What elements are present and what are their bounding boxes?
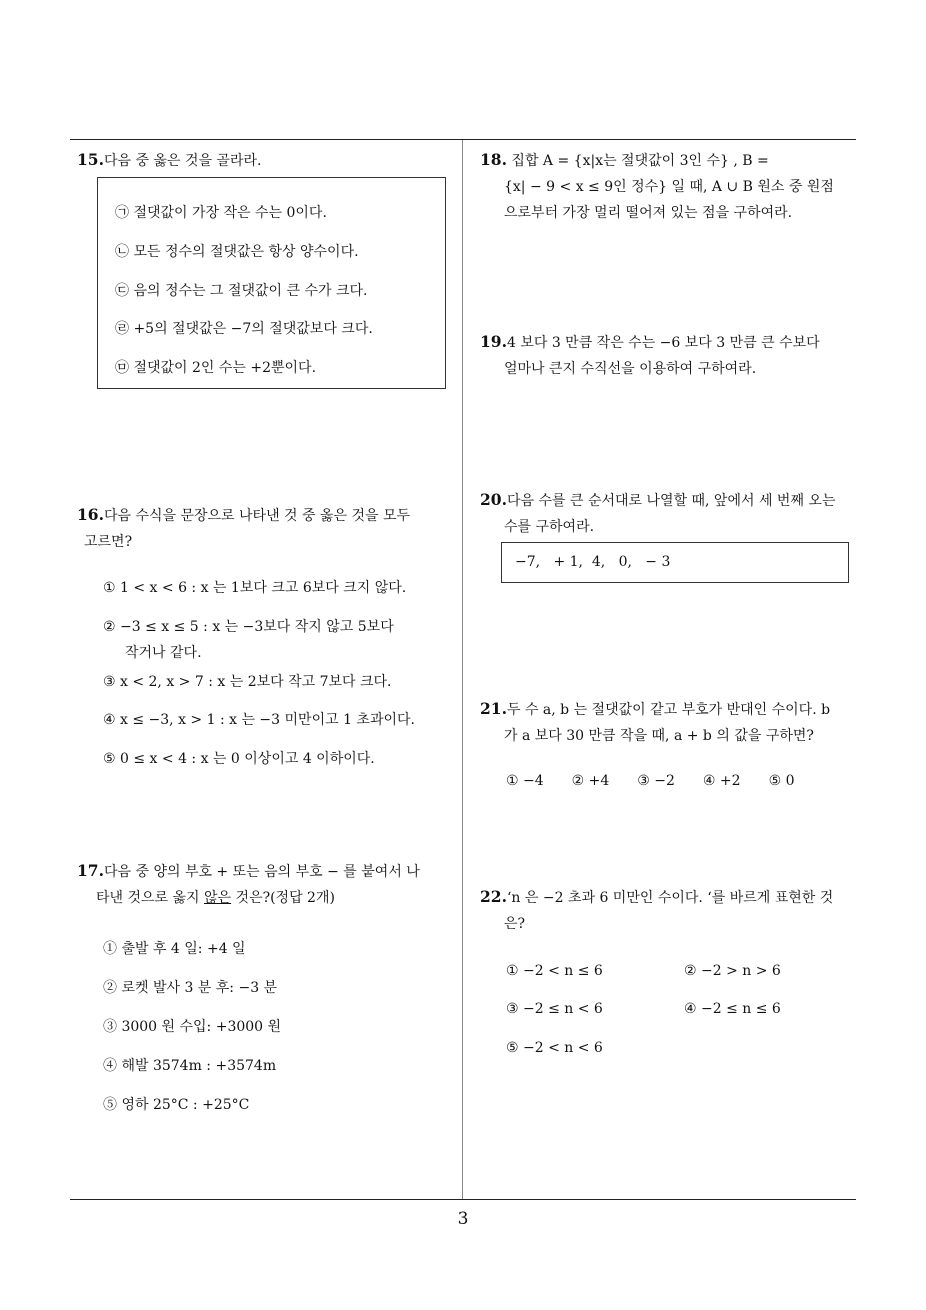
question-number: 21. <box>480 699 507 718</box>
question-17 <box>77 858 462 911</box>
answer-option-3[interactable]: ③ −2 <box>637 773 675 789</box>
page-number: 3 <box>457 1209 469 1229</box>
emphasis-underline: 않은 <box>204 890 232 906</box>
question-number: 22. <box>480 887 507 906</box>
question-text-cont: 타낸 것으로 옳지 <box>96 890 205 906</box>
answer-option-5[interactable]: ⑤ −2 < n < 6 <box>506 1040 603 1056</box>
answer-option-2[interactable]: ② +4 <box>571 773 610 789</box>
statement-item: ㉤ 절댓값이 2인 수는 +2뿐이다. <box>115 360 317 376</box>
top-rule <box>70 139 856 140</box>
question-15 <box>77 147 457 174</box>
answer-option-2-cont: 작거나 같다. <box>125 645 202 661</box>
answer-option-4[interactable]: ④ 해발 3574m : +3574m <box>103 1058 277 1074</box>
question-number: 20. <box>480 490 507 509</box>
question-19 <box>480 329 860 382</box>
answer-option-2[interactable]: ② −3 ≤ x ≤ 5 : x 는 −3보다 작지 않고 5보다 <box>103 619 394 635</box>
question-20 <box>480 487 860 540</box>
column-divider <box>462 140 463 1200</box>
question-number: 15. <box>77 150 104 169</box>
question-number: 16. <box>77 505 104 524</box>
numbers-list: −7, + 1, 4, 0, − 3 <box>515 554 671 570</box>
answer-options <box>506 773 822 789</box>
statement-item: ㉣ +5의 절댓값은 −7의 절댓값보다 크다. <box>115 321 373 337</box>
question-text: ‘n 은 −2 초과 6 미만인 수이다. ‘를 바르게 표현한 것 <box>506 890 834 906</box>
question-text-cont: 고르면? <box>84 534 133 550</box>
question-number: 18. <box>480 150 507 169</box>
statement-item: ㉡ 모든 정수의 절댓값은 항상 양수이다. <box>115 244 359 260</box>
question-text-cont: 얼마나 큰지 수직선을 이용하여 구하여라. <box>504 361 757 377</box>
question-number: 17. <box>77 861 104 880</box>
answer-option-2[interactable]: ② 로켓 발사 3 분 후: −3 분 <box>103 980 278 996</box>
answer-option-1[interactable]: ① −2 < n ≤ 6 <box>506 963 603 979</box>
question-text-cont: 으로부터 가장 멀리 떨어져 있는 점을 구하여라. <box>504 205 793 221</box>
question-text: 4 보다 3 만큼 작은 수는 −6 보다 3 만큼 큰 수보다 <box>506 335 820 351</box>
answer-option-5[interactable]: ⑤ 0 <box>768 773 795 789</box>
question-text-cont: 은? <box>504 916 526 932</box>
answer-option-4[interactable]: ④ −2 ≤ n ≤ 6 <box>684 1001 781 1017</box>
question-text: 다음 중 옳은 것을 골라라. <box>103 153 262 169</box>
answer-option-2[interactable]: ② −2 > n > 6 <box>684 963 781 979</box>
question-text-cont: 것은?(정답 2개) <box>231 890 335 906</box>
answer-option-3[interactable]: ③ x < 2, x > 7 : x 는 2보다 작고 7보다 크다. <box>103 674 392 690</box>
answer-option-1[interactable]: ① −4 <box>506 773 544 789</box>
question-22 <box>480 884 860 937</box>
answer-option-1[interactable]: ① 1 < x < 6 : x 는 1보다 크고 6보다 크지 않다. <box>103 580 407 596</box>
answer-option-1[interactable]: ① 출발 후 4 일: +4 일 <box>103 941 246 957</box>
answer-option-3[interactable]: ③ 3000 원 수입: +3000 원 <box>103 1019 282 1035</box>
answer-option-4[interactable]: ④ +2 <box>702 773 741 789</box>
question-text: 다음 수식을 문장으로 나타낸 것 중 옳은 것을 모두 <box>103 508 411 524</box>
question-21 <box>480 696 860 749</box>
question-text: 다음 수를 큰 순서대로 나열할 때, 앞에서 세 번째 오는 <box>506 493 836 509</box>
answer-option-4[interactable]: ④ x ≤ −3, x > 1 : x 는 −3 미만이고 1 초과이다. <box>103 712 415 728</box>
statement-item: ㉢ 음의 정수는 그 절댓값이 큰 수가 크다. <box>115 283 368 299</box>
question-text: 다음 중 양의 부호 + 또는 음의 부호 − 를 붙여서 나 <box>103 864 420 880</box>
question-text-cont: 수를 구하여라. <box>504 519 595 535</box>
answer-option-5[interactable]: ⑤ 영하 25°C : +25°C <box>103 1097 250 1113</box>
question-number: 19. <box>480 332 507 351</box>
statement-item: ㉠ 절댓값이 가장 작은 수는 0이다. <box>115 205 327 221</box>
bottom-rule <box>70 1199 856 1200</box>
question-16 <box>77 502 462 555</box>
answer-option-5[interactable]: ⑤ 0 ≤ x < 4 : x 는 0 이상이고 4 이하이다. <box>103 751 375 767</box>
question-text: 집합 A = {x|x는 절댓값이 3인 수} , B = <box>511 153 769 169</box>
answer-option-3[interactable]: ③ −2 ≤ n < 6 <box>506 1001 603 1017</box>
question-text-cont: {x| − 9 < x ≤ 9인 정수} 일 때, A ∪ B 원소 중 원점 <box>504 179 834 195</box>
question-text: 두 수 a, b 는 절댓값이 같고 부호가 반대인 수이다. b <box>506 702 831 718</box>
question-text-cont: 가 a 보다 30 만큼 작을 때, a + b 의 값을 구하면? <box>504 728 814 744</box>
question-18 <box>480 147 860 226</box>
